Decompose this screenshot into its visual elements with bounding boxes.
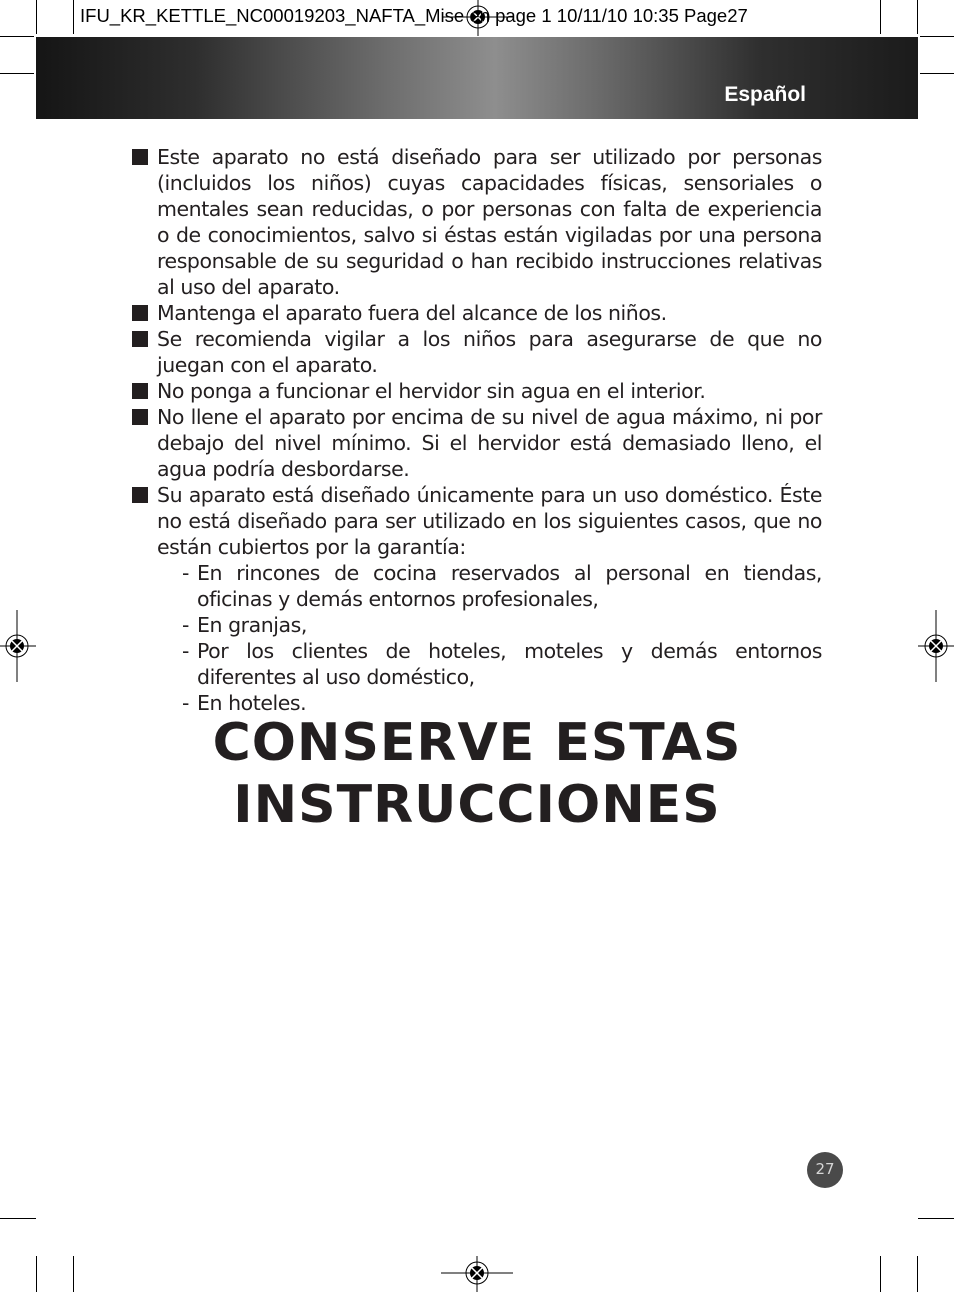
crop-mark — [918, 1218, 954, 1219]
crop-mark — [917, 0, 918, 34]
list-item-text: Se recomienda vigilar a los niños para asegurarse de que no juegan con el aparato. — [157, 327, 822, 377]
sub-list — [157, 560, 822, 716]
list-item-text: No ponga a funcionar el hervidor sin agua en el interior. — [157, 379, 706, 403]
sub-list-item-text: En granjas, — [197, 613, 307, 637]
page-number-badge: 27 — [807, 1152, 843, 1188]
sub-list-item — [157, 638, 822, 690]
crop-mark — [880, 0, 881, 34]
heading-line-1: CONSERVE ESTAS — [212, 713, 742, 773]
safety-instructions — [132, 144, 822, 716]
list-item-text: No llene el aparato por encima de su nivel de agua máximo, ni por debajo del nivel mínimo. Si el hervidor está demasiado lleno, el agua podría desbordarse. — [157, 405, 822, 481]
dash-marker: - — [182, 639, 189, 663]
sub-list-item-text: En hoteles. — [197, 691, 307, 715]
crop-mark — [73, 0, 74, 34]
print-slug: IFU_KR_KETTLE_NC00019203_NAFTA_Mise en page 1 10/11/10 10:35 Page27 — [80, 5, 748, 26]
dash-marker: - — [182, 561, 189, 585]
language-label: Español — [724, 83, 806, 106]
crop-mark — [36, 0, 37, 34]
crop-mark — [36, 1256, 37, 1292]
crop-mark — [920, 36, 954, 37]
registration-mark-icon — [441, 1256, 513, 1292]
bullet-square-icon — [132, 487, 148, 503]
crop-mark — [920, 73, 954, 74]
bullet-square-icon — [132, 383, 148, 399]
page-heading — [0, 712, 954, 836]
list-item — [132, 378, 822, 404]
crop-mark — [0, 1218, 36, 1219]
heading-line-2: INSTRUCCIONES — [233, 775, 721, 835]
sub-list-item-text: Por los clientes de hoteles, moteles y demás entornos diferentes al uso doméstico, — [197, 639, 822, 689]
list-item — [132, 404, 822, 482]
crop-mark — [0, 36, 34, 37]
list-item-text: Mantenga el aparato fuera del alcance de los niños. — [157, 301, 667, 325]
list-item — [132, 144, 822, 300]
list-item-text: Su aparato está diseñado únicamente para un uso doméstico. Éste no está diseñado para ser utilizado en los siguientes casos, que no están cubiertos por la garantía: — [157, 483, 822, 559]
dash-marker: - — [182, 691, 189, 715]
list-item — [132, 482, 822, 560]
sub-list-item-text: En rincones de cocina reservados al personal en tiendas, oficinas y demás entornos profesionales, — [197, 561, 822, 611]
registration-mark-icon — [918, 610, 954, 682]
list-item — [132, 300, 822, 326]
bullet-square-icon — [132, 305, 148, 321]
crop-mark — [880, 1256, 881, 1292]
sub-list-item — [157, 612, 822, 638]
crop-mark — [0, 73, 34, 74]
crop-mark — [917, 1256, 918, 1292]
bullet-square-icon — [132, 331, 148, 347]
bullet-square-icon — [132, 149, 148, 165]
sub-list-item — [157, 560, 822, 612]
header-band — [36, 37, 918, 119]
list-item — [132, 326, 822, 378]
list-item-text: Este aparato no está diseñado para ser utilizado por personas (incluidos los niños) cuyas capacidades físicas, sensoriales o mentales sean reducidas, o por personas con falta de experiencia o de conocimientos, salvo si éstas están vigiladas por una persona responsable de su seguridad o han recibido instrucciones relativas al uso del aparato. — [157, 145, 822, 299]
crop-mark — [73, 1256, 74, 1292]
bullet-square-icon — [132, 409, 148, 425]
dash-marker: - — [182, 613, 189, 637]
registration-mark-icon — [0, 610, 36, 682]
